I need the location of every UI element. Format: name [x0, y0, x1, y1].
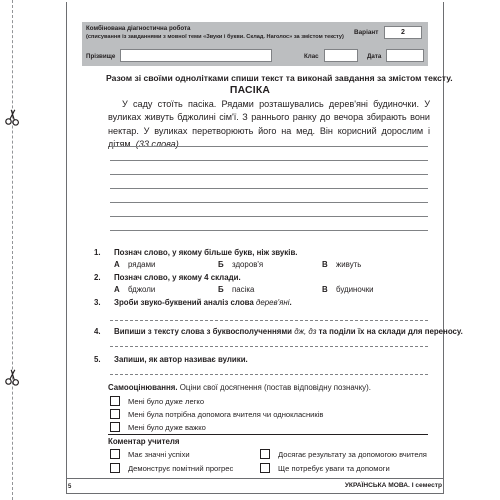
- self-option-label: Мені було дуже легко: [128, 397, 205, 406]
- option-letter: Б: [218, 260, 224, 269]
- self-option-label: Мені була потрібна допомога вчителя чи однокласників: [128, 410, 324, 419]
- self-checkbox-hard[interactable]: [110, 422, 120, 432]
- teacher-checkbox-with-help[interactable]: [260, 449, 270, 459]
- text-title: ПАСІКА: [229, 85, 271, 96]
- option-label: будиночки: [336, 285, 374, 294]
- self-assessment-title: [108, 383, 371, 392]
- task-number: 4.: [94, 327, 101, 336]
- answer-line[interactable]: [110, 320, 428, 321]
- class-field[interactable]: [324, 49, 358, 62]
- option-label: пасіка: [232, 285, 255, 294]
- teacher-option-label: Ще потребує уваги та допомоги: [278, 464, 390, 473]
- writing-line[interactable]: [110, 146, 428, 147]
- teacher-option-label: Має значні успіхи: [128, 450, 190, 459]
- task-text: Запиши, як автор називає вулики.: [114, 355, 248, 364]
- scissors-icon: [4, 108, 22, 126]
- header-panel: [82, 22, 428, 66]
- variant-value: 2: [384, 26, 422, 39]
- option-letter: А: [114, 285, 120, 294]
- date-field[interactable]: [386, 49, 424, 62]
- header-subtitle: (списування із завданнями з мовної теми «Звуки і букви. Склад. Наголос» за змістом тексту): [86, 34, 344, 40]
- self-checkbox-easy[interactable]: [110, 396, 120, 406]
- option-letter: В: [322, 260, 328, 269]
- writing-line[interactable]: [110, 160, 428, 161]
- task-number: 1.: [94, 248, 101, 257]
- teacher-checkbox-success[interactable]: [110, 449, 120, 459]
- option-letter: В: [322, 285, 328, 294]
- task-text-end: та поділи їх на склади для переносу.: [318, 327, 463, 336]
- page-number: 5: [68, 484, 72, 490]
- task-number: 5.: [94, 355, 101, 364]
- writing-line[interactable]: [110, 230, 428, 231]
- self-checkbox-help[interactable]: [110, 409, 120, 419]
- task-word: дерев'яні: [255, 298, 290, 307]
- teacher-comment-title: Коментар учителя: [108, 437, 180, 446]
- header-title: Комбінована діагностична робота: [86, 25, 191, 32]
- intro-instruction: Разом зі своїми однолітками спиши текст та виконай завдання за змістом тексту.: [106, 73, 453, 83]
- writing-line[interactable]: [110, 216, 428, 217]
- option-letter: Б: [218, 285, 224, 294]
- writing-line[interactable]: [110, 202, 428, 203]
- footer-subject: УКРАЇНСЬКА МОВА. І семестр: [344, 482, 442, 489]
- surname-field[interactable]: [120, 49, 272, 62]
- task-end: .: [289, 298, 292, 307]
- task-text: Зроби звуко-буквений аналіз слова: [114, 298, 254, 307]
- surname-label: Прізвище: [86, 53, 116, 60]
- teacher-checkbox-progress[interactable]: [110, 463, 120, 473]
- task-text: Випиши з тексту слова з буквосполученнями: [114, 327, 293, 336]
- option-c[interactable]: [322, 260, 361, 269]
- task-text: Познач слово, у якому більше букв, ніж звуків.: [114, 248, 298, 257]
- option-label: здоров'я: [232, 260, 264, 269]
- teacher-option-label: Досягає результату за допомогою вчителя: [278, 450, 427, 459]
- teacher-checkbox-needs-attention[interactable]: [260, 463, 270, 473]
- answer-line[interactable]: [110, 346, 428, 347]
- cut-line: [12, 0, 13, 500]
- date-label: Дата: [367, 53, 382, 60]
- option-letter: А: [114, 260, 120, 269]
- variant-label: Варіант: [354, 29, 379, 36]
- option-label: бджоли: [128, 285, 156, 294]
- self-assessment-instruction: Оціни свої досягнення (постав відповідну позначку).: [179, 383, 371, 392]
- option-a[interactable]: [114, 260, 155, 269]
- option-a[interactable]: [114, 285, 155, 294]
- task-number: 3.: [94, 298, 101, 307]
- self-option-label: Мені було дуже важко: [128, 423, 206, 432]
- writing-line[interactable]: [110, 174, 428, 175]
- task-digraphs: дж, дз: [294, 327, 317, 336]
- self-assessment-heading: Самооцінювання.: [108, 383, 178, 392]
- task-number: 2.: [94, 273, 101, 282]
- text-body: [108, 98, 430, 152]
- teacher-option-label: Демонструє помітний прогрес: [128, 464, 234, 473]
- task-text: Познач слово, у якому 4 склади.: [114, 273, 241, 282]
- option-c[interactable]: [322, 285, 374, 294]
- option-b[interactable]: [218, 260, 263, 269]
- scissors-icon: [4, 368, 22, 386]
- answer-line[interactable]: [110, 374, 428, 375]
- text-body-content: У саду стоїть пасіка. Рядами розташувались дерев'яні будиночки. У вуликах живуть бджолині сім'ї. З раннього ранку до вечора збирають вони нектар. У вуликах перетворюють його на мед. Він корисний дорослим і дітям.: [108, 99, 430, 150]
- option-label: живуть: [336, 260, 362, 269]
- writing-line[interactable]: [110, 188, 428, 189]
- option-label: рядами: [128, 260, 156, 269]
- class-label: Клас: [304, 53, 319, 60]
- option-b[interactable]: [218, 285, 254, 294]
- word-count: (33 слова): [135, 139, 179, 150]
